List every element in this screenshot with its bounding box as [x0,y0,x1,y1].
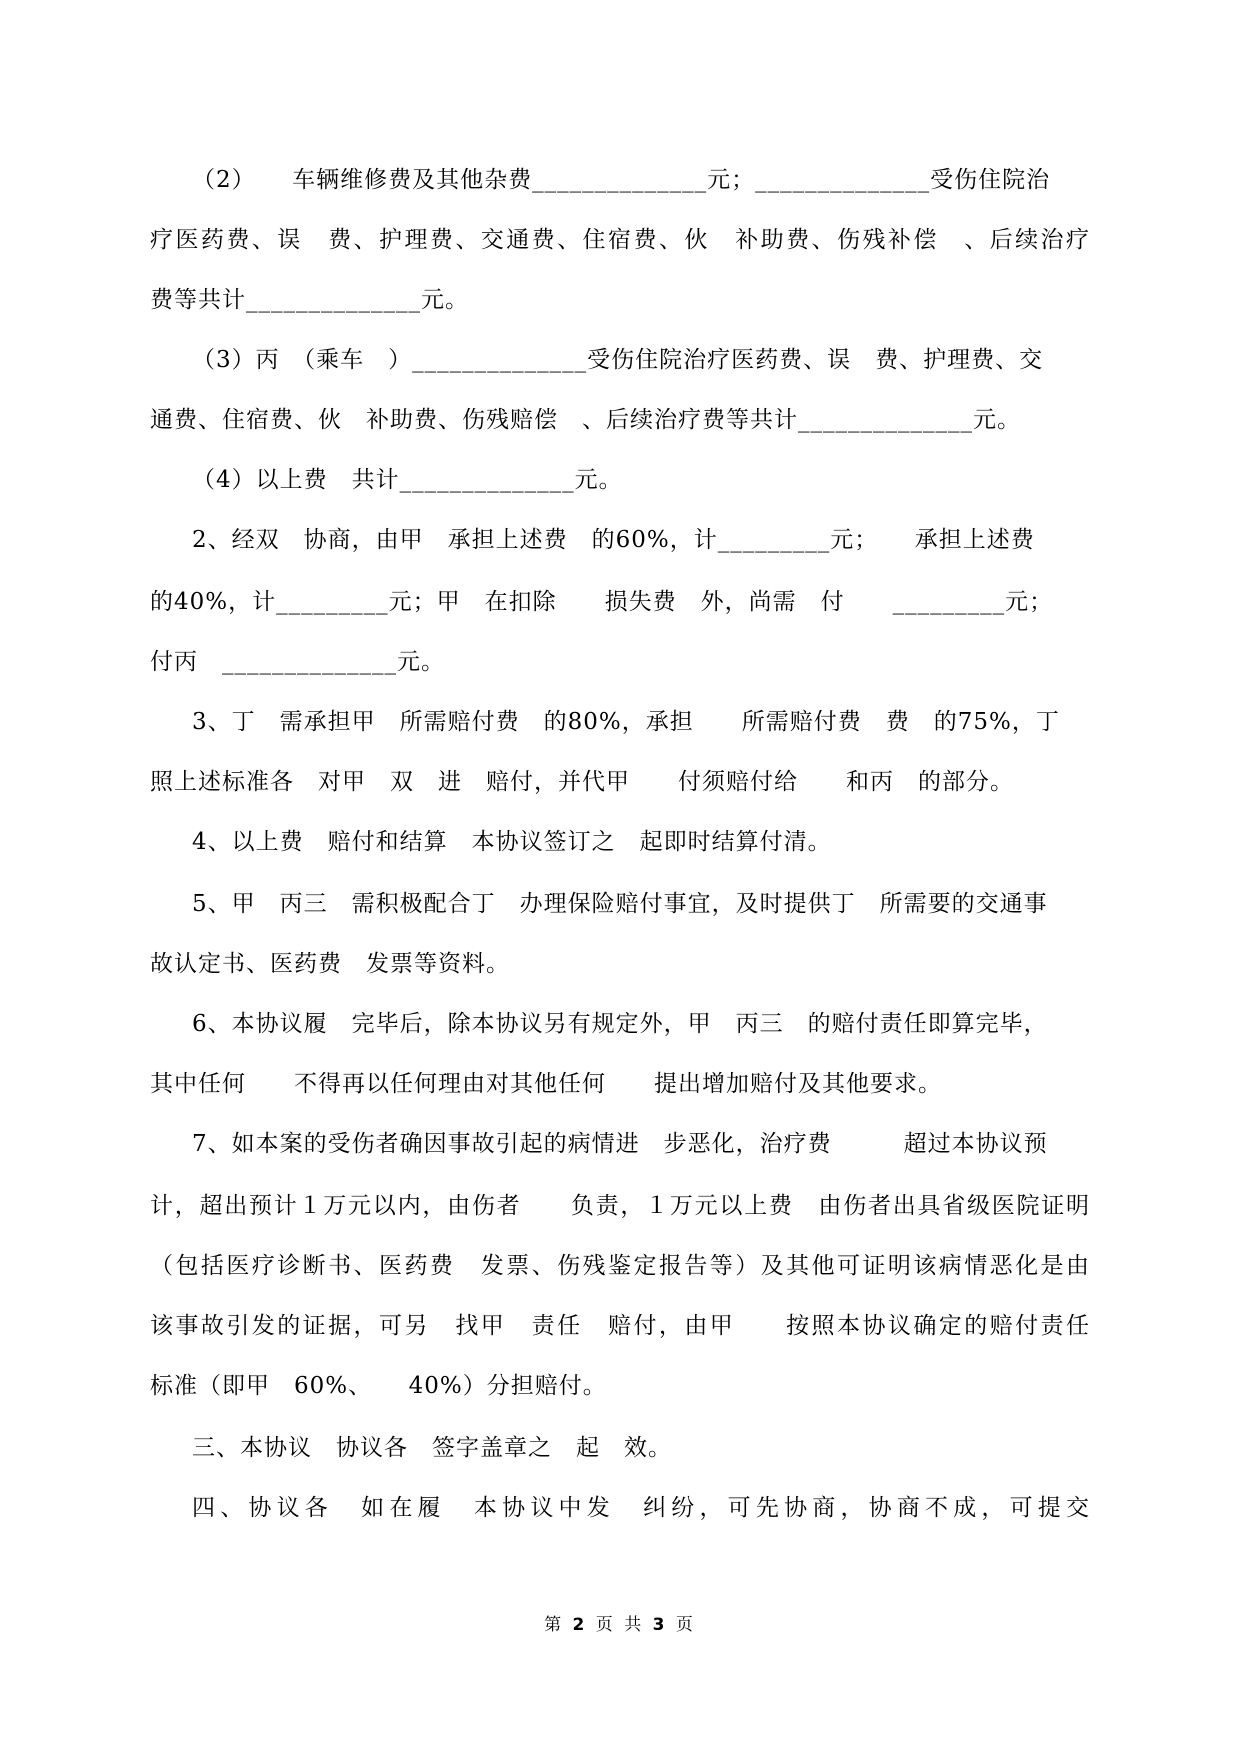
paragraph-line: 三、本协议 协议各 签字盖章之 起 效。 [192,1435,672,1461]
paragraph-line: 标准（即甲 60%、 40%）分担赔付。 [150,1373,607,1399]
paragraph-line: 疗医药费、误 费、护理费、交通费、住宿费、伙 补助费、伤残补偿 、后续治疗 [150,227,1090,253]
paragraph-line: 通费、住宿费、伙 补助费、伤残赔偿 、后续治疗费等共计______________元。 [150,407,1021,433]
footer-total-pages: 3 [652,1615,668,1635]
paragraph-line: 付丙 ______________元。 [150,649,445,675]
paragraph-line: 该事故引发的证据，可另 找甲 责任 赔付，由甲 按照本协议确定的赔付责任 [150,1313,1090,1339]
paragraph-line: 其中任何 不得再以任何理由对其他任何 提出增加赔付及其他要求。 [150,1071,942,1097]
footer-suffix: 页 [675,1615,696,1635]
paragraph-line: （2） 车辆维修费及其他杂费______________元；______________受伤住院治 [192,167,1051,193]
footer-middle: 页 共 [595,1615,645,1635]
paragraph-line: 四、协议各 如在履 本协议中发 纠纷，可先协商，协商不成，可提交 [192,1495,1090,1521]
paragraph-line: 4、以上费 赔付和结算 本协议签订之 起即时结算付清。 [192,829,832,855]
paragraph-line: 2、经双 协商，由甲 承担上述费 的60%，计_________元； 承担上述费 [192,527,1035,553]
paragraph-line: （4）以上费 共计______________元。 [192,467,623,493]
paragraph-line: （包括医疗诊断书、医药费 发票、伤残鉴定报告等）及其他可证明该病情恶化是由 [150,1253,1090,1279]
paragraph-line: 5、甲 丙三 需积极配合丁 办理保险赔付事宜，及时提供丁 所需要的交通事 [192,891,1048,917]
paragraph-line: 费等共计______________元。 [150,287,469,313]
paragraph-line: 3、丁 需承担甲 所需赔付费 的80%，承担 所需赔付费 费 的75%，丁 [192,709,1060,735]
footer-prefix: 第 [544,1615,565,1635]
paragraph-line: 照上述标准各 对甲 双 进 赔付，并代甲 付须赔付给 和丙 的部分。 [150,769,1014,795]
paragraph-line: 计，超出预计１万元以内，由伤者 负责，１万元以上费 由伤者出具省级医院证明 [150,1193,1090,1219]
paragraph-line: 7、如本案的受伤者确因事故引起的病情进 步恶化，治疗费 超过本协议预 [192,1131,1048,1157]
paragraph-line: 6、本协议履 完毕后，除本协议另有规定外，甲 丙三 的赔付责任即算完毕， [192,1011,1048,1037]
footer-page-number: 2 [572,1615,588,1635]
paragraph-line: 故认定书、医药费 发票等资料。 [150,951,510,977]
page-footer [0,1610,1240,1635]
paragraph-line: （3）丙 （乘车 ）______________受伤住院治疗医药费、误 费、护理费、交 [192,347,1044,373]
paragraph-line: 的40%，计_________元；甲 在扣除 损失费 外，尚需 付 _________元； [150,589,1054,615]
